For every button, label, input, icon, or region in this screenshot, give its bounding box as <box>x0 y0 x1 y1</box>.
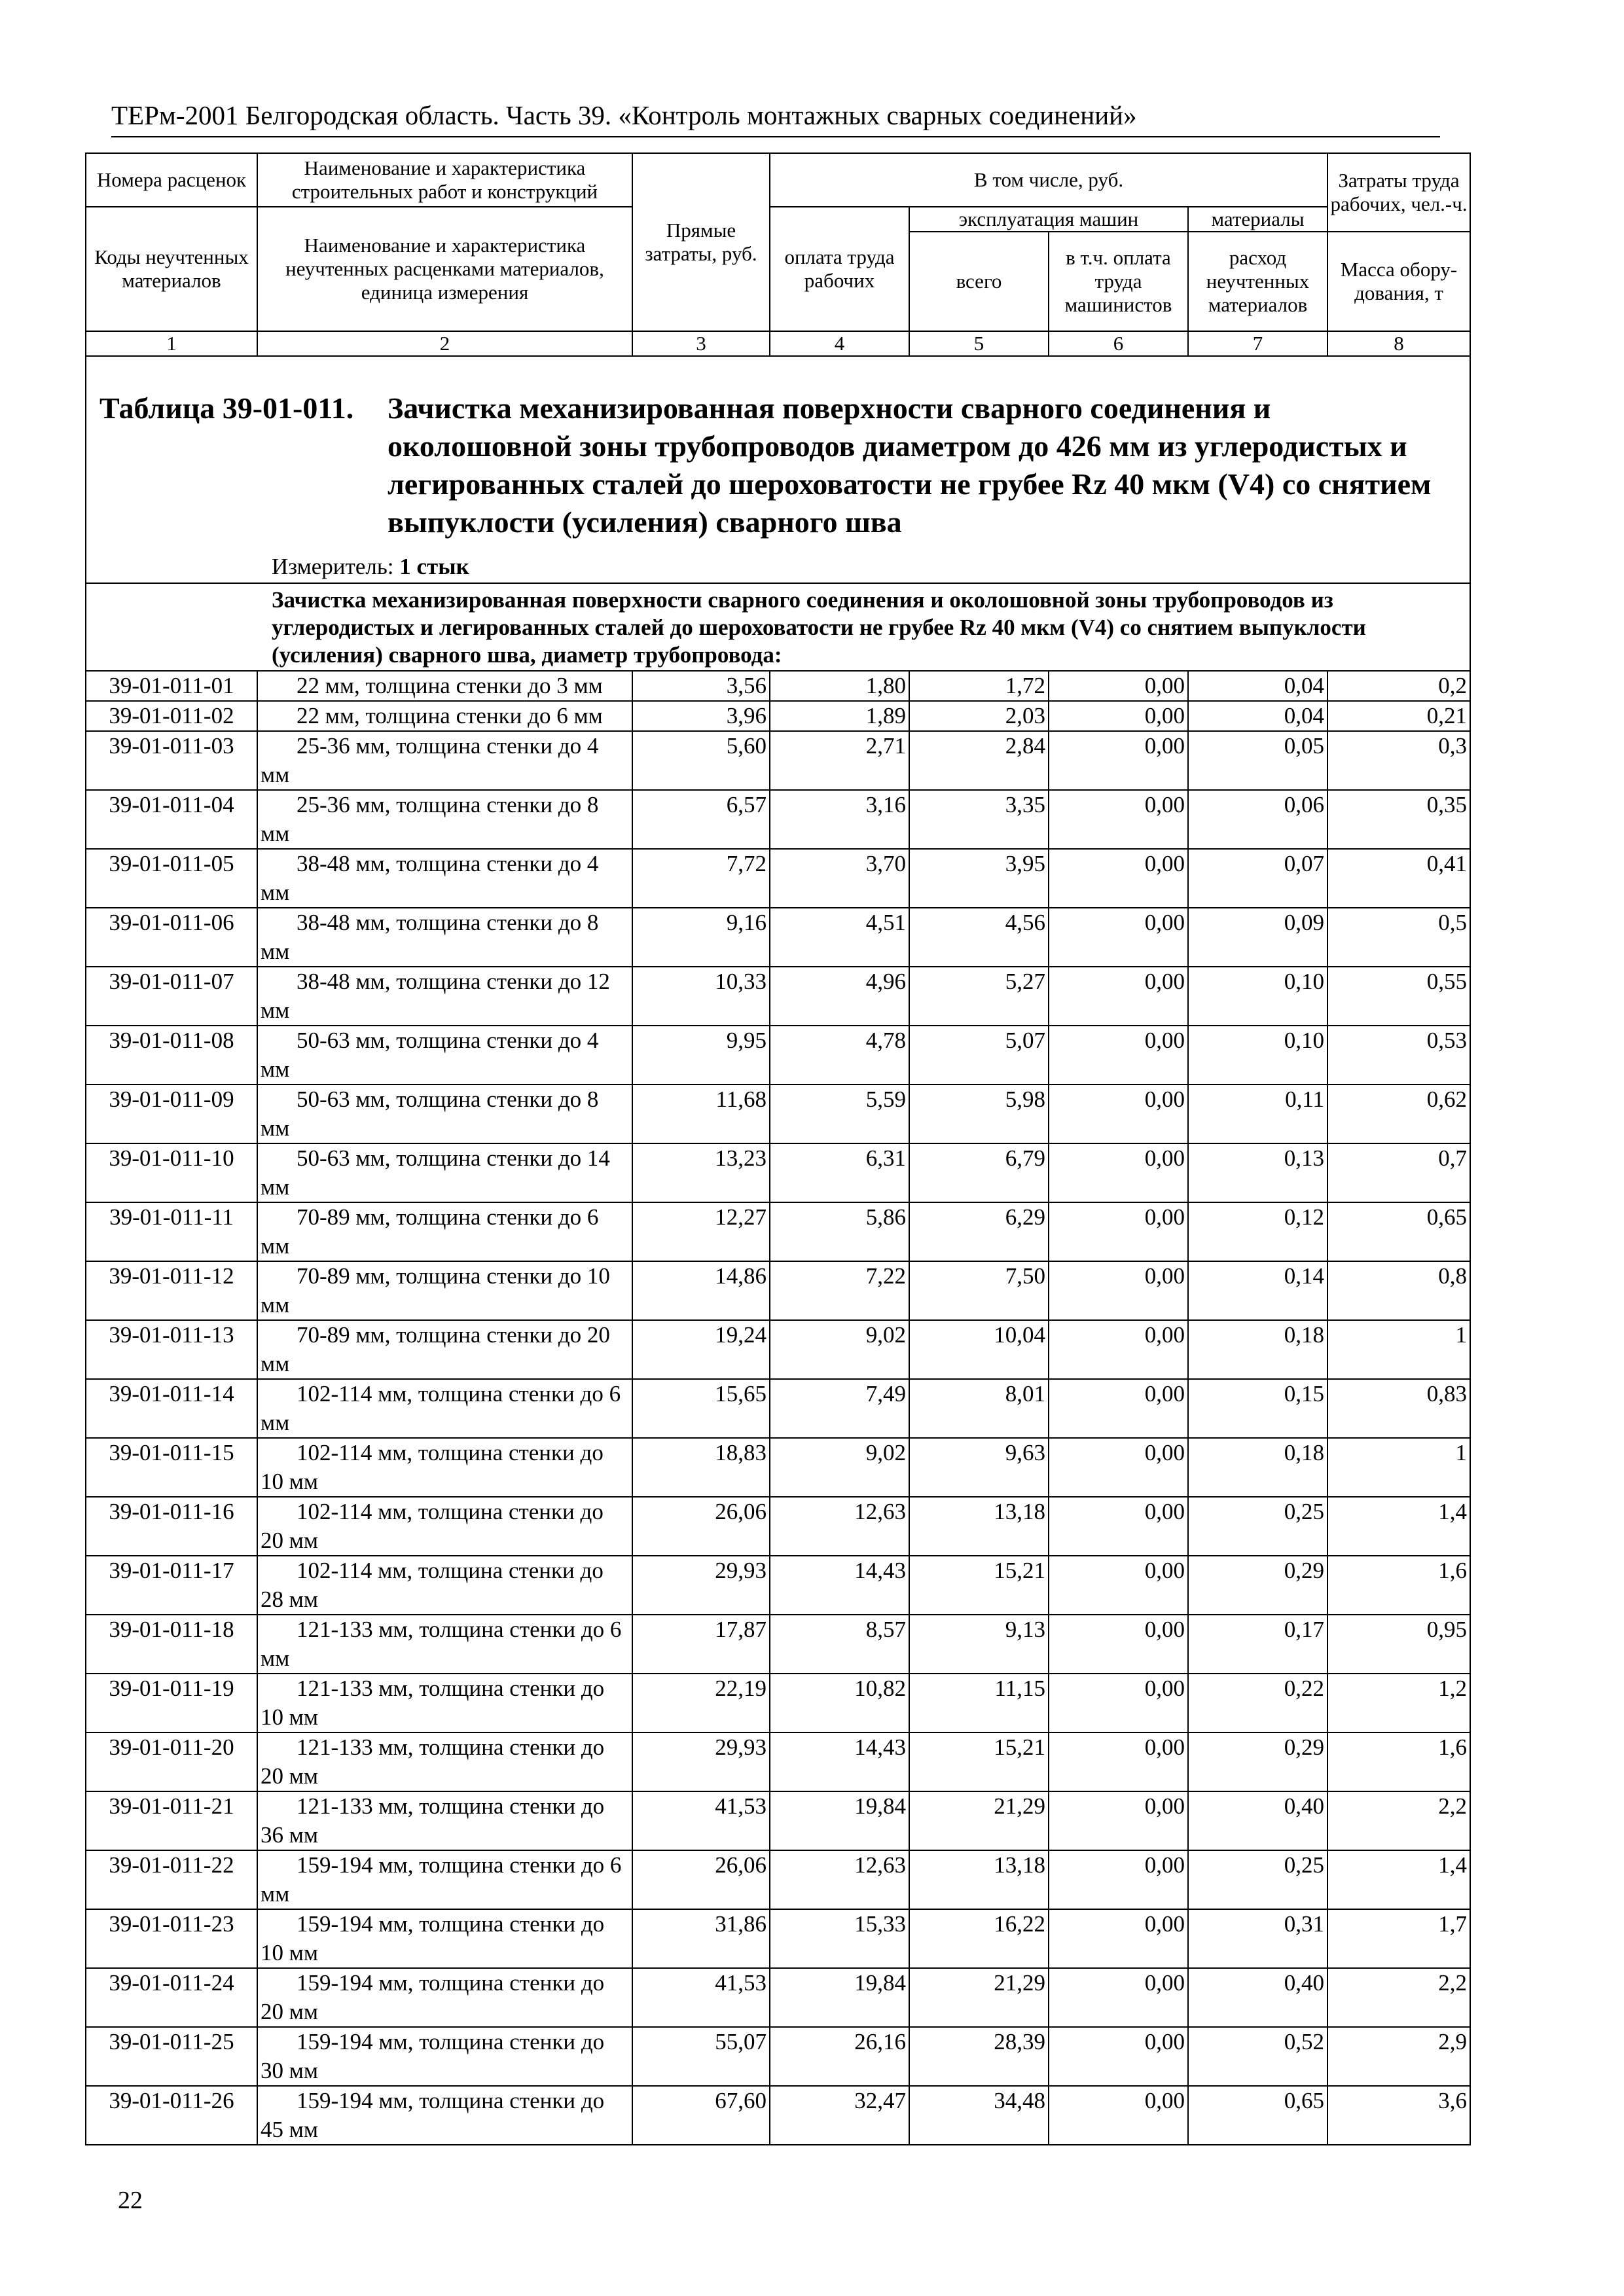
direct-costs: 11,68 <box>632 1085 770 1143</box>
material-consumption: 0,25 <box>1188 1850 1327 1909</box>
worker-pay: 7,49 <box>770 1379 909 1438</box>
column-number: 5 <box>909 331 1049 356</box>
machines-total: 1,72 <box>909 671 1049 701</box>
rate-name-text: 70-89 мм, толщина стенки до 10 мм <box>261 1263 610 1318</box>
rate-name-text: 159-194 мм, толщина стенки до 30 мм <box>261 2029 605 2083</box>
rate-code: 39-01-011-15 <box>86 1438 257 1497</box>
labor-costs: 0,3 <box>1327 731 1470 790</box>
table-row <box>86 1850 1470 1909</box>
machines-total: 9,63 <box>909 1438 1049 1497</box>
column-number: 6 <box>1049 331 1188 356</box>
labor-costs: 1,4 <box>1327 1497 1470 1556</box>
direct-costs: 29,93 <box>632 1732 770 1791</box>
rate-name-text: 22 мм, толщина стенки до 6 мм <box>297 703 603 728</box>
worker-pay: 15,33 <box>770 1909 909 1968</box>
machines-total: 2,84 <box>909 731 1049 790</box>
direct-costs: 10,33 <box>632 967 770 1026</box>
operator-pay: 0,00 <box>1049 1379 1188 1438</box>
rate-name <box>257 790 632 849</box>
rate-name <box>257 1615 632 1674</box>
operator-pay: 0,00 <box>1049 1497 1188 1556</box>
rate-name <box>257 967 632 1026</box>
rate-code: 39-01-011-24 <box>86 1968 257 2027</box>
material-consumption: 0,25 <box>1188 1497 1327 1556</box>
direct-costs: 19,24 <box>632 1320 770 1379</box>
labor-costs: 0,55 <box>1327 967 1470 1026</box>
operator-pay: 0,00 <box>1049 2027 1188 2086</box>
column-number: 2 <box>257 331 632 356</box>
rate-name-text: 25-36 мм, толщина стенки до 4 мм <box>261 733 599 787</box>
running-header: ТЕРм-2001 Белгородская область. Часть 39. «Контроль монтажных сварных соединений» <box>111 98 1440 137</box>
rate-name <box>257 1791 632 1850</box>
table-row <box>86 908 1470 967</box>
worker-pay: 14,43 <box>770 1556 909 1615</box>
table-row <box>86 1968 1470 2027</box>
rate-name-text: 121-133 мм, толщина стенки до 10 мм <box>261 1676 605 1730</box>
rate-name <box>257 2027 632 2086</box>
table-row <box>86 790 1470 849</box>
worker-pay: 19,84 <box>770 1968 909 2027</box>
operator-pay: 0,00 <box>1049 1202 1188 1261</box>
operator-pay: 0,00 <box>1049 1261 1188 1320</box>
table-row <box>86 967 1470 1026</box>
direct-costs: 9,16 <box>632 908 770 967</box>
operator-pay: 0,00 <box>1049 1791 1188 1850</box>
table-row <box>86 1202 1470 1261</box>
rate-name-text: 22 мм, толщина стенки до 3 мм <box>297 673 603 698</box>
labor-costs: 0,41 <box>1327 849 1470 908</box>
labor-costs: 0,7 <box>1327 1143 1470 1202</box>
rate-name-text: 50-63 мм, толщина стенки до 14 мм <box>261 1145 610 1200</box>
operator-pay: 0,00 <box>1049 1438 1188 1497</box>
rate-code: 39-01-011-20 <box>86 1732 257 1791</box>
worker-pay: 4,96 <box>770 967 909 1026</box>
direct-costs: 26,06 <box>632 1497 770 1556</box>
rate-name <box>257 1320 632 1379</box>
rate-code: 39-01-011-22 <box>86 1850 257 1909</box>
rate-name <box>257 1674 632 1732</box>
rate-name-text: 102-114 мм, толщина стенки до 6 мм <box>261 1381 621 1435</box>
labor-costs: 2,2 <box>1327 1791 1470 1850</box>
rate-name-text: 102-114 мм, толщина стенки до 28 мм <box>261 1558 604 1612</box>
material-consumption: 0,29 <box>1188 1732 1327 1791</box>
material-consumption: 0,10 <box>1188 1026 1327 1085</box>
rate-name <box>257 1556 632 1615</box>
rate-name <box>257 701 632 731</box>
header-equipment-mass: Масса обору-дования, т <box>1327 232 1470 331</box>
direct-costs: 14,86 <box>632 1261 770 1320</box>
machines-total: 3,95 <box>909 849 1049 908</box>
header-worker-pay: оплата труда рабочих <box>770 207 909 331</box>
rate-code: 39-01-011-14 <box>86 1379 257 1438</box>
material-consumption: 0,13 <box>1188 1143 1327 1202</box>
group-heading: Зачистка механизированная поверхности сварного соединения и околошовной зоны трубопроводов из углеродистых и легированных сталей до шероховатости не грубее Rz 40 мкм (V4) со снятием выпуклости (усиления) сварного шва, диаметр трубопровода: <box>86 583 1470 671</box>
labor-costs: 0,35 <box>1327 790 1470 849</box>
operator-pay: 0,00 <box>1049 849 1188 908</box>
rate-name-text: 70-89 мм, толщина стенки до 20 мм <box>261 1322 610 1376</box>
operator-pay: 0,00 <box>1049 731 1188 790</box>
material-consumption: 0,12 <box>1188 1202 1327 1261</box>
material-consumption: 0,04 <box>1188 701 1327 731</box>
operator-pay: 0,00 <box>1049 1732 1188 1791</box>
rate-name-text: 159-194 мм, толщина стенки до 20 мм <box>261 1970 605 2024</box>
operator-pay: 0,00 <box>1049 1615 1188 1674</box>
machines-total: 6,29 <box>909 1202 1049 1261</box>
column-number: 7 <box>1188 331 1327 356</box>
unit-of-measure <box>272 554 469 580</box>
direct-costs: 9,95 <box>632 1026 770 1085</box>
table-title-text: Зачистка механизированная поверхности сварного соединения и околошовной зоны трубопроводов диаметром до 426 мм из углеродистых и легированных сталей до шероховатости не грубее Rz 40 мкм (V4) со снятием выпуклости (усиления) сварного шва <box>388 391 1432 539</box>
material-consumption: 0,29 <box>1188 1556 1327 1615</box>
header-rate-numbers: Номера расценок <box>86 153 257 207</box>
labor-costs: 0,65 <box>1327 1202 1470 1261</box>
rate-code: 39-01-011-19 <box>86 1674 257 1732</box>
table-row <box>86 1320 1470 1379</box>
operator-pay: 0,00 <box>1049 1556 1188 1615</box>
worker-pay: 3,70 <box>770 849 909 908</box>
material-consumption: 0,04 <box>1188 671 1327 701</box>
rate-name <box>257 671 632 701</box>
rate-name <box>257 1438 632 1497</box>
column-number: 4 <box>770 331 909 356</box>
table-row <box>86 1674 1470 1732</box>
worker-pay: 8,57 <box>770 1615 909 1674</box>
machines-total: 15,21 <box>909 1732 1049 1791</box>
rate-name <box>257 1261 632 1320</box>
table-title <box>99 389 1454 541</box>
direct-costs: 31,86 <box>632 1909 770 1968</box>
material-consumption: 0,18 <box>1188 1320 1327 1379</box>
operator-pay: 0,00 <box>1049 790 1188 849</box>
labor-costs: 0,62 <box>1327 1085 1470 1143</box>
labor-costs: 1,6 <box>1327 1732 1470 1791</box>
worker-pay: 12,63 <box>770 1497 909 1556</box>
table-row <box>86 1085 1470 1143</box>
labor-costs: 0,83 <box>1327 1379 1470 1438</box>
rate-code: 39-01-011-21 <box>86 1791 257 1850</box>
rate-name <box>257 1850 632 1909</box>
material-consumption: 0,11 <box>1188 1085 1327 1143</box>
direct-costs: 29,93 <box>632 1556 770 1615</box>
column-number: 3 <box>632 331 770 356</box>
labor-costs: 2,2 <box>1327 1968 1470 2027</box>
worker-pay: 6,31 <box>770 1143 909 1202</box>
worker-pay: 1,80 <box>770 671 909 701</box>
rate-name <box>257 1497 632 1556</box>
operator-pay: 0,00 <box>1049 1085 1188 1143</box>
operator-pay: 0,00 <box>1049 671 1188 701</box>
machines-total: 4,56 <box>909 908 1049 967</box>
table-row <box>86 1732 1470 1791</box>
rate-name <box>257 1968 632 2027</box>
header-materials: материалы <box>1188 207 1327 232</box>
labor-costs: 1,6 <box>1327 1556 1470 1615</box>
rate-name <box>257 1026 632 1085</box>
rate-code: 39-01-011-11 <box>86 1202 257 1261</box>
material-consumption: 0,31 <box>1188 1909 1327 1968</box>
worker-pay: 1,89 <box>770 701 909 731</box>
table-row <box>86 1026 1470 1085</box>
table-row <box>86 2027 1470 2086</box>
rate-code: 39-01-011-16 <box>86 1497 257 1556</box>
rates-table <box>85 152 1471 2145</box>
operator-pay: 0,00 <box>1049 1909 1188 1968</box>
machines-total: 13,18 <box>909 1850 1049 1909</box>
rate-name-text: 70-89 мм, толщина стенки до 6 мм <box>261 1204 599 1259</box>
table-row <box>86 2086 1470 2145</box>
header-machine-operation: эксплуатация машин <box>909 207 1188 232</box>
rate-name-text: 25-36 мм, толщина стенки до 8 мм <box>261 792 599 846</box>
table-row <box>86 1497 1470 1556</box>
rate-name-text: 121-133 мм, толщина стенки до 6 мм <box>261 1617 622 1671</box>
direct-costs: 12,27 <box>632 1202 770 1261</box>
table-row <box>86 1438 1470 1497</box>
table-row <box>86 701 1470 731</box>
page-number: 22 <box>118 2187 143 2214</box>
rate-code: 39-01-011-05 <box>86 849 257 908</box>
machines-total: 7,50 <box>909 1261 1049 1320</box>
rate-name-text: 38-48 мм, толщина стенки до 8 мм <box>261 910 599 964</box>
header-machines-total: всего <box>909 232 1049 331</box>
rate-code: 39-01-011-06 <box>86 908 257 967</box>
rate-code: 39-01-011-12 <box>86 1261 257 1320</box>
operator-pay: 0,00 <box>1049 967 1188 1026</box>
direct-costs: 6,57 <box>632 790 770 849</box>
direct-costs: 18,83 <box>632 1438 770 1497</box>
table-row <box>86 671 1470 701</box>
machines-total: 2,03 <box>909 701 1049 731</box>
operator-pay: 0,00 <box>1049 1674 1188 1732</box>
material-consumption: 0,06 <box>1188 790 1327 849</box>
material-consumption: 0,09 <box>1188 908 1327 967</box>
rate-name-text: 102-114 мм, толщина стенки до 10 мм <box>261 1440 604 1494</box>
machines-total: 5,98 <box>909 1085 1049 1143</box>
rate-name <box>257 2086 632 2145</box>
rate-name-text: 38-48 мм, толщина стенки до 12 мм <box>261 969 610 1023</box>
machines-total: 6,79 <box>909 1143 1049 1202</box>
rate-rows <box>86 671 1470 2145</box>
table-row <box>86 849 1470 908</box>
direct-costs: 22,19 <box>632 1674 770 1732</box>
rate-code: 39-01-011-03 <box>86 731 257 790</box>
rate-code: 39-01-011-23 <box>86 1909 257 1968</box>
direct-costs: 17,87 <box>632 1615 770 1674</box>
material-consumption: 0,17 <box>1188 1615 1327 1674</box>
material-consumption: 0,07 <box>1188 849 1327 908</box>
labor-costs: 0,2 <box>1327 671 1470 701</box>
material-consumption: 0,22 <box>1188 1674 1327 1732</box>
machines-total: 11,15 <box>909 1674 1049 1732</box>
material-consumption: 0,05 <box>1188 731 1327 790</box>
column-numbers-row <box>86 331 1470 356</box>
column-number: 8 <box>1327 331 1470 356</box>
table-row <box>86 731 1470 790</box>
operator-pay: 0,00 <box>1049 1320 1188 1379</box>
worker-pay: 32,47 <box>770 2086 909 2145</box>
header-material-consumption: расход неучтенных материалов <box>1188 232 1327 331</box>
table-row <box>86 1615 1470 1674</box>
rate-name <box>257 1909 632 1968</box>
rate-code: 39-01-011-02 <box>86 701 257 731</box>
labor-costs: 1 <box>1327 1320 1470 1379</box>
operator-pay: 0,00 <box>1049 1026 1188 1085</box>
worker-pay: 10,82 <box>770 1674 909 1732</box>
labor-costs: 1,4 <box>1327 1850 1470 1909</box>
machines-total: 34,48 <box>909 2086 1049 2145</box>
rate-code: 39-01-011-08 <box>86 1026 257 1085</box>
rate-name-text: 50-63 мм, толщина стенки до 8 мм <box>261 1086 599 1141</box>
operator-pay: 0,00 <box>1049 1143 1188 1202</box>
direct-costs: 26,06 <box>632 1850 770 1909</box>
direct-costs: 15,65 <box>632 1379 770 1438</box>
rate-name <box>257 908 632 967</box>
table-title-label: Таблица 39-01-011. <box>99 391 354 425</box>
labor-costs: 1,2 <box>1327 1674 1470 1732</box>
rate-code: 39-01-011-04 <box>86 790 257 849</box>
worker-pay: 4,78 <box>770 1026 909 1085</box>
rate-name <box>257 1202 632 1261</box>
header-labor-costs: Затраты труда рабочих, чел.-ч. <box>1327 153 1470 232</box>
direct-costs: 55,07 <box>632 2027 770 2086</box>
rate-code: 39-01-011-25 <box>86 2027 257 2086</box>
machines-total: 5,07 <box>909 1026 1049 1085</box>
rate-code: 39-01-011-17 <box>86 1556 257 1615</box>
worker-pay: 2,71 <box>770 731 909 790</box>
machines-total: 16,22 <box>909 1909 1049 1968</box>
table-row <box>86 1556 1470 1615</box>
machines-total: 28,39 <box>909 2027 1049 2086</box>
table-row <box>86 1143 1470 1202</box>
labor-costs: 0,21 <box>1327 701 1470 731</box>
operator-pay: 0,00 <box>1049 908 1188 967</box>
labor-costs: 0,5 <box>1327 908 1470 967</box>
column-number: 1 <box>86 331 257 356</box>
table-row <box>86 1379 1470 1438</box>
machines-total: 13,18 <box>909 1497 1049 1556</box>
operator-pay: 0,00 <box>1049 701 1188 731</box>
rate-name <box>257 1085 632 1143</box>
header-operator-pay: в т.ч. оплата труда машинистов <box>1049 232 1188 331</box>
table-title-block <box>86 356 1470 583</box>
direct-costs: 3,56 <box>632 671 770 701</box>
material-consumption: 0,18 <box>1188 1438 1327 1497</box>
worker-pay: 26,16 <box>770 2027 909 2086</box>
header-direct-costs: Прямые затраты, руб. <box>632 153 770 331</box>
material-consumption: 0,40 <box>1188 1791 1327 1850</box>
material-consumption: 0,14 <box>1188 1261 1327 1320</box>
worker-pay: 5,86 <box>770 1202 909 1261</box>
unit-of-measure-label: Измеритель: <box>272 554 394 579</box>
table-row <box>86 1261 1470 1320</box>
material-consumption: 0,15 <box>1188 1379 1327 1438</box>
rate-name <box>257 1143 632 1202</box>
direct-costs: 13,23 <box>632 1143 770 1202</box>
operator-pay: 0,00 <box>1049 1968 1188 2027</box>
rate-name-text: 121-133 мм, толщина стенки до 20 мм <box>261 1734 605 1789</box>
header-works-name: Наименование и характеристика строительных работ и конструкций <box>257 153 632 207</box>
material-consumption: 0,65 <box>1188 2086 1327 2145</box>
operator-pay: 0,00 <box>1049 1850 1188 1909</box>
rate-code: 39-01-011-13 <box>86 1320 257 1379</box>
rate-name-text: 121-133 мм, толщина стенки до 36 мм <box>261 1793 605 1848</box>
worker-pay: 14,43 <box>770 1732 909 1791</box>
labor-costs: 0,53 <box>1327 1026 1470 1085</box>
rate-name-text: 38-48 мм, толщина стенки до 4 мм <box>261 851 599 905</box>
direct-costs: 3,96 <box>632 701 770 731</box>
rate-name <box>257 849 632 908</box>
operator-pay: 0,00 <box>1049 2086 1188 2145</box>
material-consumption: 0,52 <box>1188 2027 1327 2086</box>
rate-code: 39-01-011-18 <box>86 1615 257 1674</box>
worker-pay: 9,02 <box>770 1320 909 1379</box>
rate-name-text: 159-194 мм, толщина стенки до 10 мм <box>261 1911 605 1965</box>
labor-costs: 0,95 <box>1327 1615 1470 1674</box>
machines-total: 10,04 <box>909 1320 1049 1379</box>
labor-costs: 1,7 <box>1327 1909 1470 1968</box>
machines-total: 15,21 <box>909 1556 1049 1615</box>
worker-pay: 12,63 <box>770 1850 909 1909</box>
rate-name-text: 50-63 мм, толщина стенки до 4 мм <box>261 1028 599 1082</box>
table-row <box>86 1791 1470 1850</box>
header-material-names: Наименование и характеристика неучтенных расценками материалов, единица измерения <box>257 207 632 331</box>
rate-name-text: 102-114 мм, толщина стенки до 20 мм <box>261 1499 604 1553</box>
rate-name-text: 159-194 мм, толщина стенки до 45 мм <box>261 2088 605 2142</box>
labor-costs: 3,6 <box>1327 2086 1470 2145</box>
direct-costs: 7,72 <box>632 849 770 908</box>
rate-name <box>257 1732 632 1791</box>
rate-name <box>257 731 632 790</box>
rate-name-text: 159-194 мм, толщина стенки до 6 мм <box>261 1852 622 1907</box>
worker-pay: 5,59 <box>770 1085 909 1143</box>
worker-pay: 3,16 <box>770 790 909 849</box>
worker-pay: 9,02 <box>770 1438 909 1497</box>
machines-total: 21,29 <box>909 1968 1049 2027</box>
worker-pay: 4,51 <box>770 908 909 967</box>
machines-total: 3,35 <box>909 790 1049 849</box>
material-consumption: 0,10 <box>1188 967 1327 1026</box>
rate-code: 39-01-011-09 <box>86 1085 257 1143</box>
labor-costs: 0,8 <box>1327 1261 1470 1320</box>
labor-costs: 1 <box>1327 1438 1470 1497</box>
labor-costs: 2,9 <box>1327 2027 1470 2086</box>
machines-total: 8,01 <box>909 1379 1049 1438</box>
machines-total: 9,13 <box>909 1615 1049 1674</box>
header-material-codes: Коды неучтенных материалов <box>86 207 257 331</box>
unit-of-measure-value: 1 стык <box>399 554 469 579</box>
rate-code: 39-01-011-01 <box>86 671 257 701</box>
direct-costs: 67,60 <box>632 2086 770 2145</box>
machines-total: 5,27 <box>909 967 1049 1026</box>
rate-code: 39-01-011-07 <box>86 967 257 1026</box>
table-row <box>86 1909 1470 1968</box>
header-including: В том числе, руб. <box>770 153 1327 207</box>
worker-pay: 7,22 <box>770 1261 909 1320</box>
direct-costs: 41,53 <box>632 1968 770 2027</box>
rate-code: 39-01-011-10 <box>86 1143 257 1202</box>
direct-costs: 41,53 <box>632 1791 770 1850</box>
material-consumption: 0,40 <box>1188 1968 1327 2027</box>
rate-name <box>257 1379 632 1438</box>
machines-total: 21,29 <box>909 1791 1049 1850</box>
worker-pay: 19,84 <box>770 1791 909 1850</box>
rate-code: 39-01-011-26 <box>86 2086 257 2145</box>
direct-costs: 5,60 <box>632 731 770 790</box>
